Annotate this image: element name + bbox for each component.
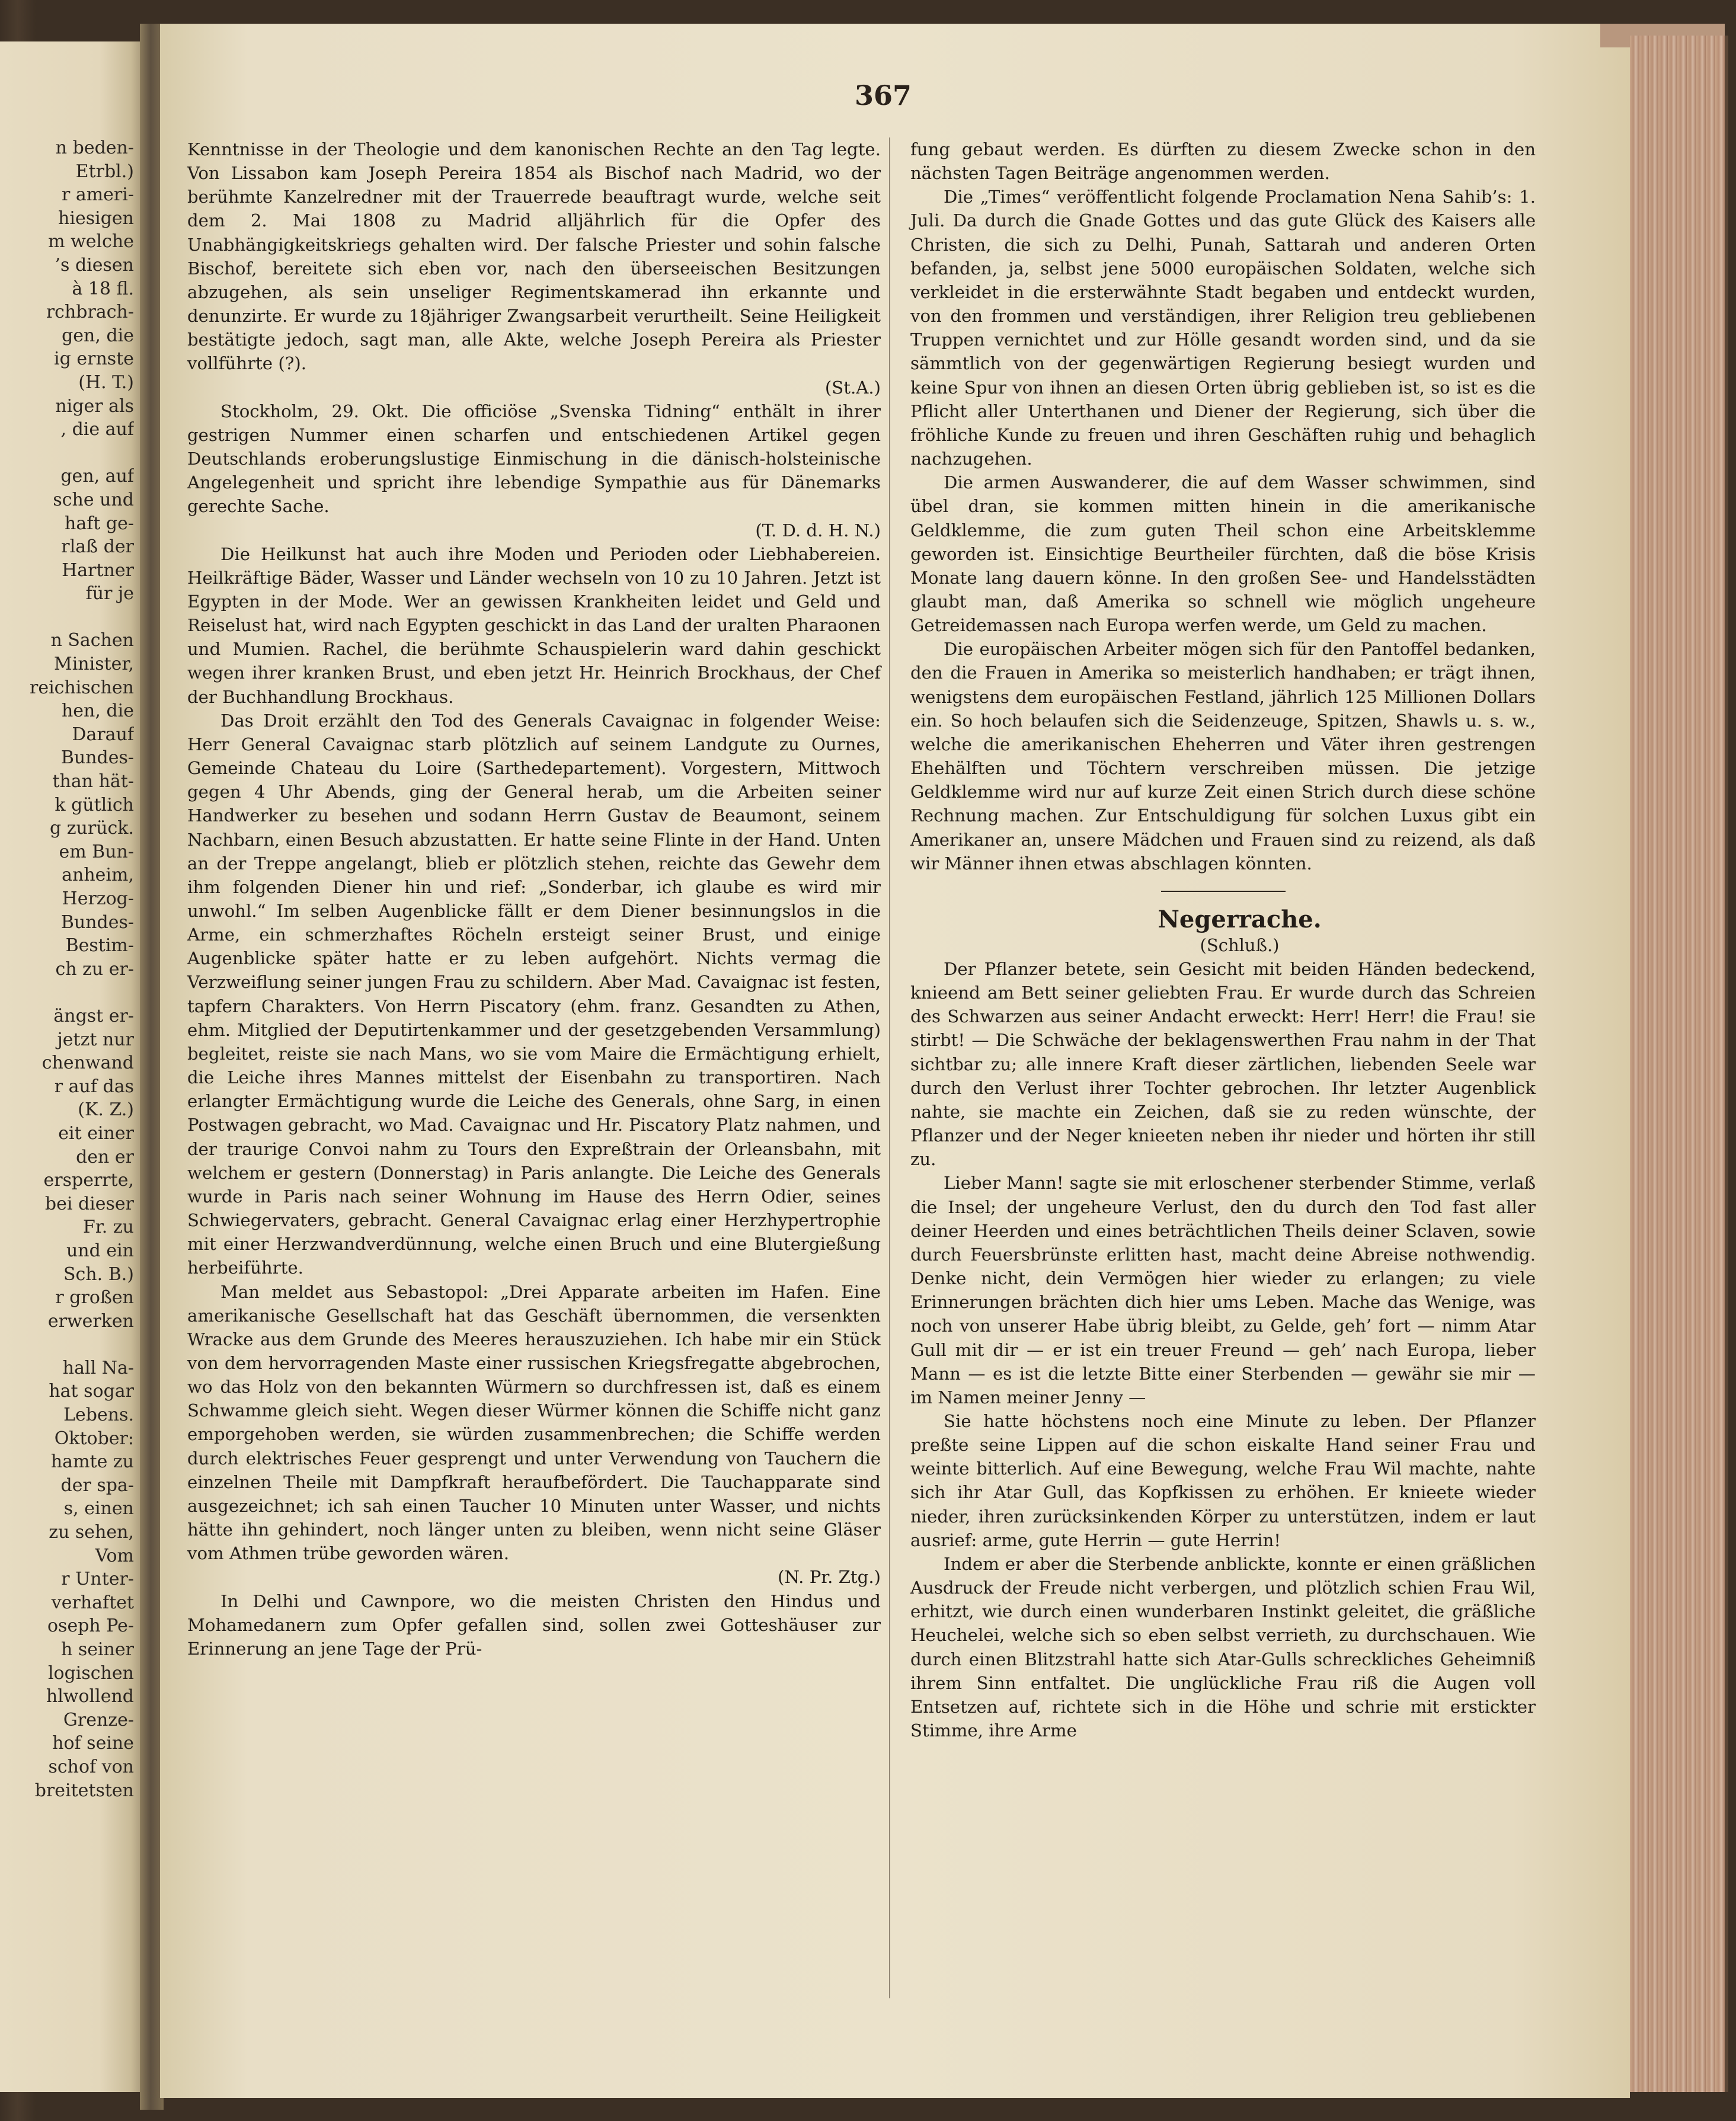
- news-items: [910, 137, 1536, 875]
- article-paragraph: [187, 1589, 881, 1661]
- left-page-fragment: (K. Z.): [78, 1099, 134, 1121]
- left-page-fragment: haft ge-: [65, 513, 134, 534]
- paragraph-text: Stockholm, 29. Okt. Die officiöse „Svenska Tidning“ enthält in ihrer gestrigen Nummer einen scharfen und entschiedenen Artikel gegen Deutschlands eroberungslustige Einmischung in die dänisch-holsteinische Angelegenheit und spricht ihre lebendige Sympathie aus für Dänemarks gerechte Sache.: [187, 401, 881, 517]
- story-subtitle: (Schluß.): [1200, 935, 1280, 955]
- left-page-fragment: breitetsten: [34, 1780, 134, 1801]
- left-page-fragment: Etrbl.): [75, 161, 134, 182]
- page-number: 367: [854, 79, 912, 111]
- left-page-fragment: erwerken: [47, 1310, 134, 1332]
- left-page-fragment: gen, auf: [60, 466, 134, 487]
- left-page-fragment: (H. T.): [78, 372, 134, 393]
- left-page-fragment: hlwollend: [46, 1686, 134, 1707]
- left-page-fragment: Minister,: [53, 654, 134, 675]
- left-page-fragment: ’s diesen: [55, 254, 134, 276]
- left-page-fragment: g zurück.: [49, 818, 134, 839]
- paragraph-text: Der Pflanzer betete, sein Gesicht mit beiden Händen bedeckend, knieend am Bett seiner geliebten Frau. Er wurde durch das Schreien des Schwarzen aus seiner Andacht erweckt: Herr! Herr! die Frau! sie stirbt! — Die Schwäche der beklagenswerthen Frau nahm in der That sichtbar zu; alle innere Kraft dieser zärtlichen, liebenden Seele war durch den Verlust ihrer Tochter gebrochen. Ihr letzter Augenblick nahte, sie machte ein Zeichen, daß sie zu reden wünschte, der Pflanzer und der Neger knieeten neben ihr nieder und hörten ihr still zu.: [910, 959, 1536, 1170]
- left-page-fragment: s, einen: [63, 1498, 134, 1519]
- article-paragraph: [910, 637, 1536, 875]
- left-page-fragment: r auf das: [54, 1076, 134, 1097]
- left-page-fragment: Bundes-: [60, 747, 134, 769]
- left-page-fragment: [0, 606, 134, 629]
- left-page-fragment: [0, 981, 134, 1004]
- paragraph-text: Man meldet aus Sebastopol: „Drei Apparate arbeiten im Hafen. Eine amerikanische Gesellschaft hat das Geschäft übernommen, die versenkten Wracke aus dem Grunde des Meeres herauszuziehen. Ich habe mir ein Stück von dem hervorragenden Maste einer russischen Kriegsfregatte abgebrochen, wo das Holz von den bekannten Würmern so durchfressen ist, daß es einem Schwamme gleich sieht. Wegen dieser Würmer können die Schiffe nicht ganz emporgehoben werden, sie würden zusammenbrechen; die Schiffe werden durch elektrisches Feuer gesprengt und unter Verwendung von Tauchern die einzelnen Theile mit Dampfkraft heraufbefördert. Die Tauchapparate sind ausgezeichnet; ich sah einen Taucher 10 Minuten unter Wasser, und nichts hätte ihn gehindert, noch länger unten zu bleiben, wenn nicht seine Gläser vom Athmen trübe geworden wären.: [187, 1281, 881, 1564]
- left-page-fragment: Fr. zu: [82, 1217, 134, 1238]
- left-page-fragment: und ein: [66, 1240, 134, 1261]
- left-page-fragment: hiesigen: [58, 207, 134, 229]
- paragraph-text: Lieber Mann! sagte sie mit erloschener sterbender Stimme, verlaß die Insel; der ungeheure Verlust, den du durch den Tod fast aller deiner Heerden und eines beträchtlichen Theils deiner Sclaven, sowie durch Feuersbrünste erlitten hast, macht deine Abreise nothwendig. Denke nicht, dein Vermögen hier wieder zu erlangen; zu viele Erinnerungen brächten dich hier ums Leben. Mache das Wenige, was noch von unserer Habe übrig bleibt, zu Gelde, geh’ fort — nimm Atar Gull mit dir — er ist ein treuer Freund — geh’ nach Europa, lieber Mann — es ist die letzte Bitte einer Sterbenden — gewähr sie mir — im Namen meiner Jenny —: [910, 1173, 1536, 1407]
- article-paragraph: [910, 1171, 1536, 1409]
- left-page-fragment: than hät-: [52, 771, 134, 792]
- left-page-fragment: niger als: [55, 395, 134, 417]
- left-page-fragment: ch zu er-: [55, 958, 134, 980]
- left-page-fragment: ig ernste: [54, 348, 134, 370]
- left-page-fragment: reichischen: [29, 677, 134, 698]
- source-attribution: (St.A.): [824, 377, 881, 398]
- left-page-fragment: oseph Pe-: [47, 1615, 134, 1637]
- left-page-fragment: Hartner: [62, 559, 134, 581]
- left-page-fragment: à 18 fl.: [72, 278, 134, 299]
- paragraph-text: Sie hatte höchstens noch eine Minute zu leben. Der Pflanzer preßte seine Lippen auf die schon eiskalte Hand seiner Frau und weinte bitterlich. Auf eine Bewegung, welche Frau Wil machte, nahte sich ihr Atar Gull, das Kopfkissen zu erhöhen. Er knieete wieder nieder, ihren zurücksinkenden Körper zu unterstützen, indem er laut ausrief: arme, gute Herrin — gute Herrin!: [910, 1410, 1536, 1550]
- article-paragraph: [187, 709, 881, 1280]
- left-page-fragment: Bestim-: [65, 935, 134, 956]
- left-page-fragment: hamte zu: [50, 1451, 134, 1473]
- left-page-fragment: k gütlich: [55, 794, 134, 815]
- story-title: Negerrache.: [1158, 905, 1322, 933]
- left-page-fragment: [0, 1333, 134, 1357]
- article-paragraph: [910, 1552, 1536, 1742]
- paragraph-text: Die armen Auswanderer, die auf dem Wasser schwimmen, sind übel dran, sie kommen mitten hinein in die amerikanische Geldklemme, die zum guten Theil schon eine Arbeitsklemme geworden ist. Einsichtige Beurtheiler fürchten, daß die böse Krisis Monate lang dauern könne. In den großen See- und Handelsstädten glaubt man, daß Amerika so schnell wie möglich ungeheure Getreidemassen nach Europa werfen werde, um Geld zu machen.: [910, 472, 1536, 636]
- paragraph-text: Die „Times“ veröffentlicht folgende Proclamation Nena Sahib’s: 1. Juli. Da durch die Gnade Gottes und das gute Glück des Kaisers alle Christen, die sich zu Delhi, Punah, Sattarah und anderen Orten befanden, ja, selbst jene 5000 europäischen Soldaten, welche sich verkleidet in die ersterwähnte Stadt begaben und entdeckt wurden, von den frommen und verständigen, ihrer Religion treu gebliebenen Truppen vernichtet und zur Hölle gesandt worden sind, und da sie sämmtlich von der gegenwärtigen Regierung besiegt wurden und keine Spur von ihnen an diesen Orten übrig geblieben ist, so ist es die Pflicht aller Unterthanen und Diener der Regierung, sich über die fröhliche Kunde zu freuen und ihren Geschäften ruhig und behaglich nachzugehen.: [910, 187, 1536, 469]
- left-page-fragment: r ameri-: [61, 184, 134, 206]
- left-page-fragment: eit einer: [58, 1122, 134, 1144]
- left-page-fragment: , die auf: [60, 419, 134, 440]
- left-page-fragment: r großen: [55, 1287, 134, 1309]
- left-page-fragment: hof seine: [52, 1733, 134, 1754]
- source-attribution: (N. Pr. Ztg.): [778, 1567, 881, 1588]
- article-paragraph: [187, 542, 881, 709]
- left-page-fragment: logischen: [47, 1662, 134, 1684]
- left-page-fragment: [0, 442, 134, 465]
- left-page-fragment: hat sogar: [49, 1381, 134, 1402]
- left-page-fragment: sche und: [53, 489, 134, 510]
- left-page-fragment: chenwand: [41, 1052, 134, 1074]
- left-page-fragment: em Bun-: [59, 841, 134, 862]
- left-text-column: [187, 137, 881, 1661]
- left-page-fragment: gen, die: [62, 325, 134, 346]
- paragraph-text: Die Heilkunst hat auch ihre Moden und Perioden oder Liebhabereien. Heilkräftige Bäder, Wasser und Länder wechseln von 10 zu 10 Jahren. Jetzt ist Egypten in der Mode. Wer an gewissen Krankheiten leidet und Geld und Reiselust hat, wird nach Egypten geschickt in das Land der uralten Pharaonen und Mumien. Rachel, die berühmte Schauspielerin ward dahin geschickt wegen ihrer kranken Brust, und eben jetzt Hr. Heinrich Brockhaus, der Chef der Buchhandlung Brockhaus.: [187, 543, 881, 707]
- paragraph-text: Kenntnisse in der Theologie und dem kanonischen Rechte an den Tag legte. Von Lissabon kam Joseph Pereira 1854 als Bischof nach Madrid, wo der berühmte Kanzelredner mit der Trauerrede beauftragt wurde, welche seit dem 2. Mai 1808 zu Madrid alljährlich für die Opfer des Unabhängigkeitskriegs gehalten wird. Der falsche Priester und sohin falsche Bischof, bereitete sich eben vor, nach den überseeischen Besitzungen abzugehen, als sein unseliger Regimentskamerad ihn erkannte und denunzirte. Er wurde zu 18jähriger Zwangsarbeit verurtheilt. Seine Heiligkeit bestätigte jedoch, sagt man, alle Akte, welche Joseph Pereira als Priester vollführte (?).: [187, 139, 881, 374]
- source-attribution: (T. D. d. H. N.): [755, 520, 881, 540]
- article-paragraph: [910, 957, 1536, 1171]
- paragraph-text: fung gebaut werden. Es dürften zu diesem Zwecke schon in den nächsten Tagen Beiträge angenommen werden.: [910, 139, 1536, 184]
- left-page-fragment: r Unter-: [61, 1569, 134, 1590]
- paragraph-text: In Delhi und Cawnpore, wo die meisten Christen den Hindus und Mohamedanern zum Opfer gefallen sind, sollen zwei Gotteshäuser zur Erinnerung an jene Tage der Prü-: [187, 1591, 881, 1659]
- right-text-column: [910, 137, 1536, 1742]
- left-page-fragment: Vom: [95, 1545, 134, 1566]
- left-page-fragment: der spa-: [60, 1474, 134, 1496]
- left-page-fragment: den er: [76, 1146, 134, 1167]
- paragraph-text: Die europäischen Arbeiter mögen sich für den Pantoffel bedanken, den die Frauen in Amerika so meisterlich handhaben; er trägt ihnen, wenigstens dem europäischen Festland, jährlich 125 Millionen Dollars ein. So hoch belaufen sich die Seidenzeuge, Spitzen, Shawls u. s. w., welche die amerikanischen Eheherren und Väter ihren gestrengen Ehehälften und Töchtern verschreiben müssen. Die jetzige Geldklemme wird nur auf kurze Zeit einen Strich durch diese schöne Rechnung machen. Zur Entschuldigung für solchen Luxus gibt ein Amerikaner an, unsere Mädchen und Frauen sind zu reizend, als daß wir Männer ihnen etwas abschlagen könnten.: [910, 639, 1536, 874]
- left-page-fragment: Sch. B.): [63, 1263, 134, 1285]
- article-paragraph: [910, 471, 1536, 637]
- story-body: [910, 957, 1536, 1742]
- left-page-text-fragments: [0, 136, 138, 1802]
- left-page-fragment: jetzt nur: [57, 1029, 134, 1050]
- left-page-fragment: bei dieser: [44, 1193, 134, 1214]
- article-paragraph: [910, 185, 1536, 471]
- left-page-fragment: verhaftet: [51, 1592, 134, 1613]
- left-page-fragment: schof von: [48, 1756, 134, 1777]
- paragraph-text: Indem er aber die Sterbende anblickte, konnte er einen gräßlichen Ausdruck der Freude nicht verbergen, und plötzlich schien Frau Wil, erhitzt, wie durch einen wunderbaren Instinkt geleitet, die gräßliche Heuchelei, welche sich so eben selbst verrieth, zu durchschauen. Wie durch einen Blitzstrahl hatte sich Atar-Gulls schreckliches Geheimniß ihrem Sinn entfaltet. Die unglückliche Frau riß die Augen voll Entsetzen auf, richtete sich in die Höhe und schrie mit erstickter Stimme, ihre Arme: [910, 1553, 1536, 1741]
- left-page-fragment: hen, die: [61, 700, 134, 722]
- left-page-fragment: rlaß der: [61, 536, 134, 558]
- left-page-fragment: h seiner: [60, 1639, 134, 1660]
- article-paragraph: [187, 1280, 881, 1589]
- left-page-fragment: Oktober:: [54, 1428, 134, 1449]
- column-divider: [889, 137, 890, 1998]
- left-page-fragment: rchbrach-: [46, 302, 134, 323]
- left-page-fragment: ersperrte,: [43, 1170, 134, 1191]
- left-page-fragment: Lebens.: [63, 1405, 134, 1426]
- article-paragraph: [910, 137, 1536, 185]
- page-edge-stack: [1630, 36, 1728, 2092]
- article-paragraph: [187, 137, 881, 399]
- left-page-fragment: zu sehen,: [49, 1522, 134, 1543]
- left-page-fragment: für je: [85, 583, 134, 604]
- left-page-fragment: Darauf: [72, 724, 134, 745]
- left-page-fragment: hall Na-: [62, 1357, 134, 1378]
- left-page-fragment: n beden-: [55, 137, 134, 158]
- article-paragraph: [910, 1409, 1536, 1552]
- left-page-fragment: Herzog-: [62, 888, 134, 909]
- left-page-fragment: m welche: [48, 231, 134, 252]
- left-page-fragment: n Sachen: [50, 630, 134, 651]
- paragraph-text: Das Droit erzählt den Tod des Generals Cavaignac in folgender Weise: Herr General Cavaignac starb plötzlich auf seinem Landgute zu Ournes, Gemeinde Chateau du Loire (Sarthedepartement). Vorgestern, Mittwoch gegen 4 Uhr Abends, ging der General herab, um die Arbeiten seiner Handwerker zu besehen und sodann Herrn Gustav de Beaumont, seinem Nachbarn, einen Besuch abzustatten. Er hatte seine Flinte in der Hand. Unten an der Treppe angelangt, blieb er plötzlich stehen, reichte das Gewehr dem ihm folgenden Diener hin und rief: „Sonderbar, ich glaube es wird mir unwohl.“ Im selben Augenblicke fällt er dem Diener besinnungslos in die Arme, ein schmerzhaftes Röcheln ersteigt seiner Brust, und einige Augenblicke später hatte er zu leben aufgehört. Nichts vermag die Verzweiflung seiner jungen Frau zu schildern. Aber Mad. Cavaignac ist festen, tapfern Charakters. Von Herrn Piscatory (ehm. franz. Gesandten zu Athen, ehm. Mitglied der Deputirtenkammer und der gesetzgebenden Versammlung) begleitet, reiste sie nach Mans, wo sie vom Maire die Ermächtigung erhielt, die Leiche ihres Mannes mittelst der Eisenbahn zu transportiren. Nach erlangter Ermächtigung wurde die Leiche des Generals, ohne Sarg, in einen Postwagen gebracht, wo Mad. Cavaignac und Hr. Piscatory Platz nahmen, und der traurige Convoi nahm zu Tours den Expreßtrain der Orleansbahn, mit welchem er gestern (Donnerstag) in Paris anlangte. Die Leiche des Generals wurde in Paris nach seiner Wohnung im Hause des Herrn Odier, seines Schwiegervaters, gebracht. General Cavaignac erlag einer Herzhypertrophie mit einer Herzwandverdünnung, welche einen Bruch und eine Blutergießung herbeiführte.: [187, 710, 881, 1278]
- section-rule: [1161, 891, 1286, 892]
- left-page-fragment: anheim,: [62, 865, 134, 886]
- left-page-fragment: Grenze-: [63, 1709, 134, 1730]
- left-page: [0, 41, 142, 2092]
- left-page-fragment: Bundes-: [60, 911, 134, 933]
- article-paragraph: [187, 399, 881, 542]
- left-page-fragment: ängst er-: [53, 1005, 134, 1026]
